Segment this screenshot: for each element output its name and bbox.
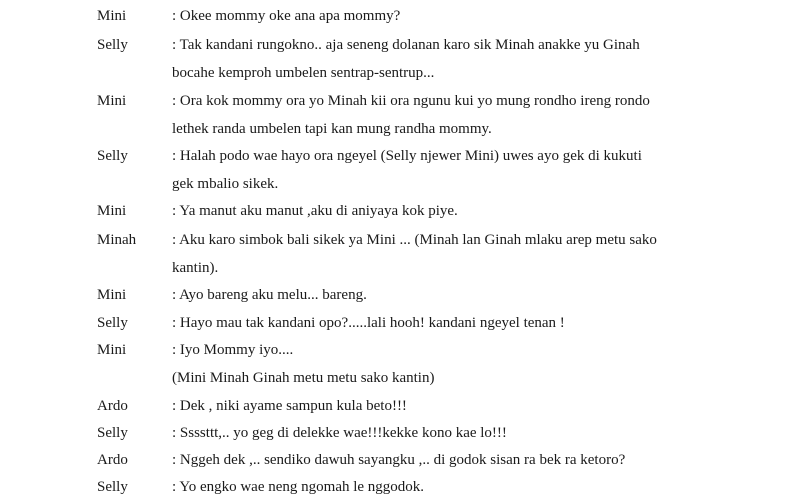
speaker-name: Selly xyxy=(97,315,128,331)
dialogue-line: : Ayo bareng aku melu... bareng. xyxy=(172,287,367,303)
dialogue-line: : Ora kok mommy ora yo Minah kii ora ngunu kui yo mung rondho ireng rondo xyxy=(172,93,650,109)
dialogue-line-continued: gek mbalio sikek. xyxy=(172,176,279,192)
dialogue-line: : Hayo mau tak kandani opo?.....lali hooh! kandani ngeyel tenan ! xyxy=(172,315,565,331)
speaker-name: Selly xyxy=(97,479,128,495)
speaker-name: Minah xyxy=(97,232,137,248)
speaker-name: Mini xyxy=(97,203,127,219)
speaker-name: Mini xyxy=(97,287,127,303)
dialogue-line: : Ya manut aku manut ,aku di aniyaya kok piye. xyxy=(172,203,458,219)
dialogue-line: : Yo engko wae neng ngomah le nggodok. xyxy=(172,479,425,495)
speaker-name: Mini xyxy=(97,8,127,24)
dialogue-line: : Nggeh dek ,.. sendiko dawuh sayangku ,.. di godok sisan ra bek ra ketoro? xyxy=(172,452,626,468)
dialogue-line: : Halah podo wae hayo ora ngeyel (Selly njewer Mini) uwes ayo gek di kukuti xyxy=(172,148,642,164)
speaker-name: Selly xyxy=(97,148,128,164)
speaker-name: Mini xyxy=(97,93,127,109)
dialogue-line: : Iyo Mommy iyo.... xyxy=(172,342,294,358)
dialogue-line: : Tak kandani rungokno.. aja seneng dolanan karo sik Minah anakke yu Ginah xyxy=(172,37,640,53)
speaker-name: Selly xyxy=(97,37,128,53)
dialogue-line-continued: bocahe kemproh umbelen sentrap-sentrup... xyxy=(172,65,435,81)
dialogue-line-continued: kantin). xyxy=(172,260,219,276)
dialogue-line: : Okee mommy oke ana apa mommy? xyxy=(172,8,401,24)
dialogue-line: : Ssssttt,.. yo geg di delekke wae!!!kekke kono kae lo!!! xyxy=(172,425,507,441)
dialogue-line-continued: lethek randa umbelen tapi kan mung randha mommy. xyxy=(172,121,492,137)
speaker-name: Ardo xyxy=(97,398,128,414)
speaker-name: Ardo xyxy=(97,452,128,468)
stage-direction: (Mini Minah Ginah metu metu sako kantin) xyxy=(172,370,435,386)
dialogue-line: : Aku karo simbok bali sikek ya Mini ... (Minah lan Ginah mlaku arep metu sako xyxy=(172,232,657,248)
speaker-name: Mini xyxy=(97,342,127,358)
speaker-name: Selly xyxy=(97,425,128,441)
dialogue-line: : Dek , niki ayame sampun kula beto!!! xyxy=(172,398,407,414)
